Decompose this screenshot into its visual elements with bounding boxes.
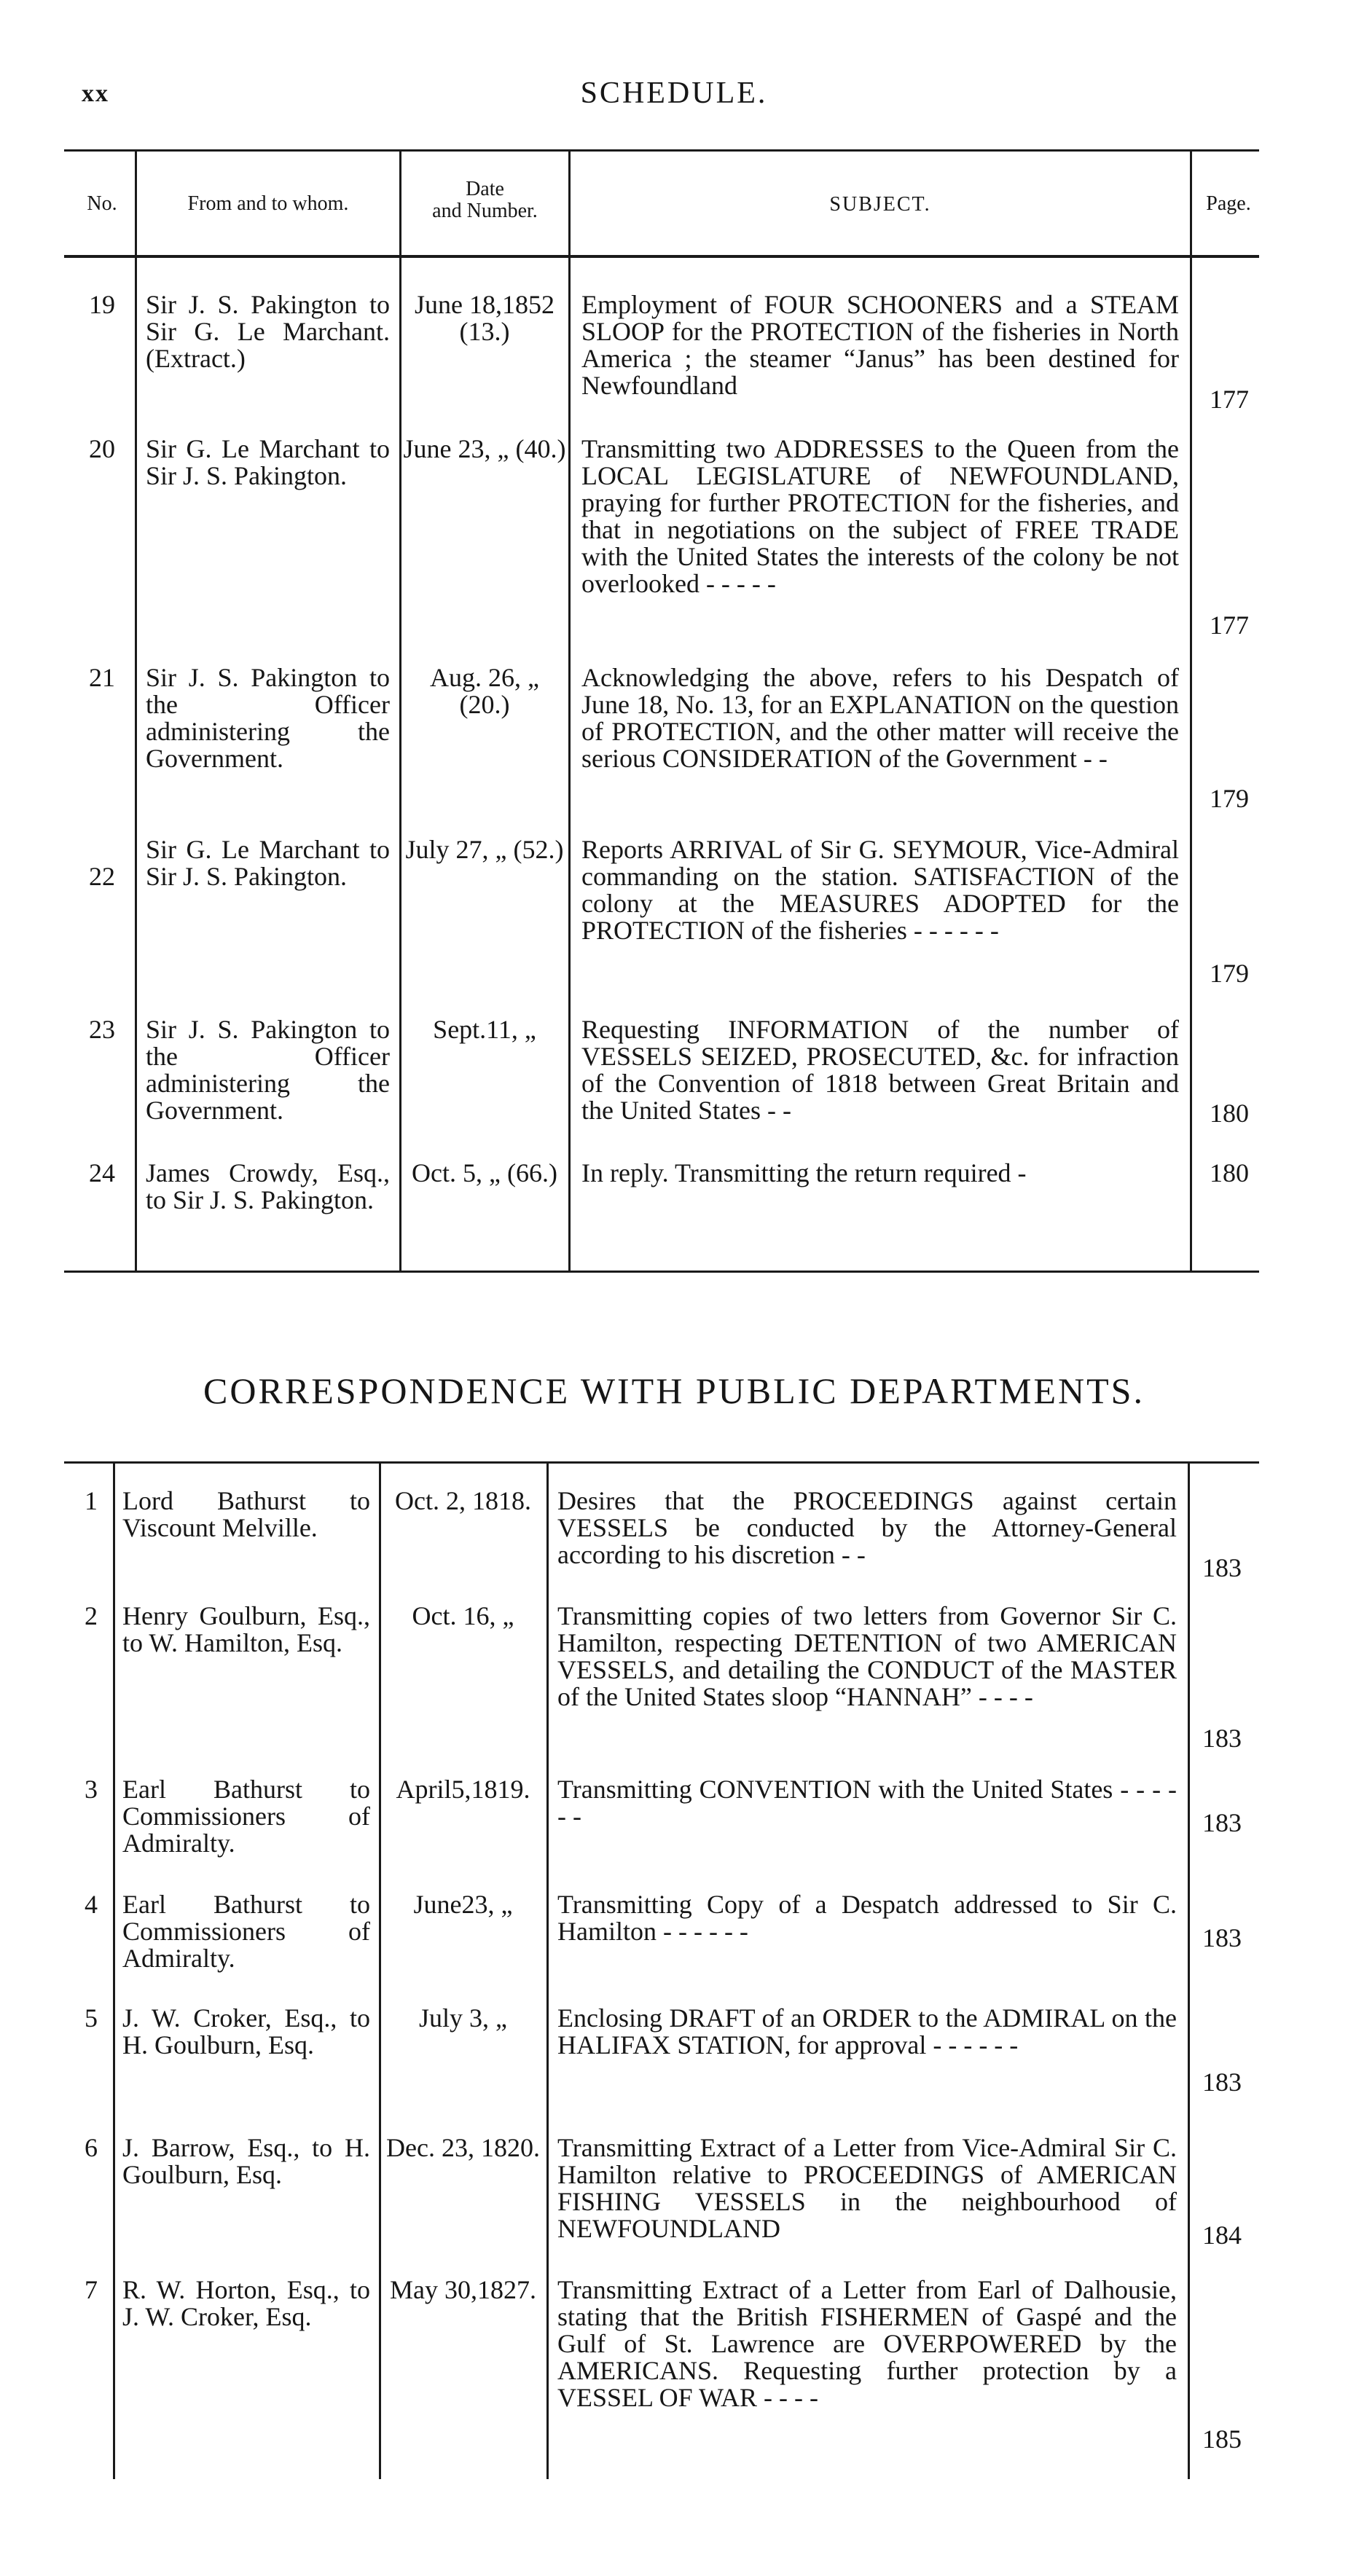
correspondent: Sir J. S. Pakington to the Officer administering the Government. — [146, 1015, 390, 1125]
date-number: Oct. 2, 1818. — [395, 1486, 531, 1515]
correspondent: Sir J. S. Pakington to the Officer administering the Government. — [146, 663, 390, 773]
date-number: June 18,1852 (13.) — [415, 290, 555, 346]
date-number: July 27, „ (52.) — [405, 835, 564, 864]
page-reference: 183 — [1202, 1808, 1242, 1837]
correspondent: J. W. Croker, Esq., to H. Goulburn, Esq. — [122, 2003, 370, 2059]
date-number: June23, „ — [413, 1890, 513, 1919]
table1-top-rule — [64, 149, 1259, 152]
page-reference: 177 — [1210, 610, 1249, 640]
date-number: Sept.11, „ — [433, 1015, 536, 1044]
table2-col-divider — [113, 1463, 115, 2479]
table1-col-divider — [399, 149, 401, 1271]
page-reference: 184 — [1202, 2220, 1242, 2250]
table1-bottom-rule — [64, 1271, 1259, 1273]
date-number: April5,1819. — [396, 1775, 530, 1804]
date-number: May 30,1827. — [390, 2275, 536, 2304]
correspondent: Earl Bathurst to Commissioners of Admiralty. — [122, 1775, 370, 1858]
correspondent: Sir G. Le Marchant to Sir J. S. Pakington. — [146, 434, 390, 490]
col-header-subject: SUBJECT. — [829, 193, 931, 216]
correspondent: Henry Goulburn, Esq., to W. Hamilton, Esq. — [122, 1601, 370, 1657]
running-title: SCHEDULE. — [580, 76, 768, 110]
date-number: Dec. 23, 1820. — [386, 2133, 540, 2162]
correspondent: James Crowdy, Esq., to Sir J. S. Pakington. — [146, 1158, 390, 1214]
row-number: 7 — [85, 2275, 98, 2304]
page-reference: 183 — [1202, 2068, 1242, 2097]
table1-col-divider — [1190, 149, 1192, 1271]
table2-top-rule — [64, 1461, 1259, 1464]
page-reference: 183 — [1202, 1923, 1242, 1952]
row-number: 2 — [85, 1601, 98, 1630]
row-number: 22 — [89, 862, 115, 891]
page-reference: 179 — [1210, 959, 1249, 988]
subject: Enclosing DRAFT of an ORDER to the ADMIRAL on the HALIFAX STATION, for approval - - - - - - — [557, 2003, 1177, 2059]
subject: Acknowledging the above, refers to his Despatch of June 18, No. 13, for an EXPLANATION on the question of PROTECTION, and the other matter will receive the serious CONSIDERATION of the Government - - — [581, 663, 1179, 773]
correspondent: Sir G. Le Marchant to Sir J. S. Pakington. — [146, 835, 390, 891]
table1-col-divider — [135, 149, 137, 1271]
date-number: Oct. 5, „ (66.) — [412, 1158, 557, 1187]
col-header-no: No. — [87, 192, 117, 215]
col-header-from: From and to whom. — [187, 192, 349, 215]
row-number: 23 — [89, 1015, 115, 1044]
page-reference: 185 — [1202, 2424, 1242, 2454]
row-number: 20 — [89, 434, 115, 463]
row-number: 5 — [85, 2003, 98, 2033]
date-number: June 23, „ (40.) — [403, 434, 566, 463]
row-number: 24 — [89, 1158, 115, 1187]
correspondent: Lord Bathurst to Viscount Melville. — [122, 1486, 370, 1542]
correspondent: J. Barrow, Esq., to H. Goulburn, Esq. — [122, 2133, 370, 2189]
col-header-page: Page. — [1206, 192, 1251, 215]
row-number: 1 — [85, 1486, 98, 1515]
page-reference: 177 — [1210, 385, 1249, 414]
col-header-date: Date and Number. — [432, 178, 538, 222]
subject: Reports ARRIVAL of Sir G. SEYMOUR, Vice-Admiral commanding on the station. SATISFACTION of the colony at the MEASURES ADOPTED for the PROTECTION of the fisheries - - - - - - — [581, 835, 1179, 945]
subject: Transmitting Extract of a Letter from Vice-Admiral Sir C. Hamilton relative to PROCEEDINGS of AMERICAN FISHING VESSELS in the neighbourhood of NEWFOUNDLAND — [557, 2133, 1177, 2243]
page-reference: 179 — [1210, 784, 1249, 813]
subject: Desires that the PROCEEDINGS against certain VESSELS be conducted by the Attorney-General according to his discretion - - — [557, 1486, 1177, 1569]
table1-col-divider — [568, 149, 571, 1271]
row-number: 4 — [85, 1890, 98, 1919]
correspondent: R. W. Horton, Esq., to J. W. Croker, Esq. — [122, 2275, 370, 2331]
page-reference: 183 — [1202, 1553, 1242, 1582]
page-reference: 183 — [1202, 1724, 1242, 1753]
subject: Transmitting Extract of a Letter from Earl of Dalhousie, stating that the British FISHERMEN of Gaspé and the Gulf of St. Lawrence are OVERPOWERED by the AMERICANS. Requesting further protection by a VESSEL OF WAR - - - - — [557, 2275, 1177, 2412]
correspondent: Sir J. S. Pakington to Sir G. Le Marchant. (Extract.) — [146, 290, 390, 373]
table2-col-divider — [1188, 1463, 1190, 2479]
row-number: 21 — [89, 663, 115, 692]
date-number: Oct. 16, „ — [412, 1601, 514, 1630]
row-number: 19 — [89, 290, 115, 319]
subject: Employment of FOUR SCHOONERS and a STEAM SLOOP for the PROTECTION of the fisheries in North America ; the steamer “Janus” has been destined for Newfoundland — [581, 290, 1179, 400]
subject: Transmitting CONVENTION with the United States - - - - - - — [557, 1775, 1177, 1831]
subject: Requesting INFORMATION of the number of VESSELS SEIZED, PROSECUTED, &c. for infraction of the Convention of 1818 between Great Britain and the United States - - — [581, 1015, 1179, 1125]
date-number: July 3, „ — [419, 2003, 507, 2033]
subject: Transmitting Copy of a Despatch addressed to Sir C. Hamilton - - - - - - — [557, 1890, 1177, 1946]
date-number: Aug. 26, „ (20.) — [430, 663, 539, 719]
row-number: 3 — [85, 1775, 98, 1804]
table1-header-rule — [64, 255, 1259, 258]
page-reference: 180 — [1210, 1158, 1249, 1187]
subject: In reply. Transmitting the return required - — [581, 1158, 1027, 1187]
correspondent: Earl Bathurst to Commissioners of Admiralty. — [122, 1890, 370, 1973]
page-number: xx — [82, 80, 109, 107]
subject: Transmitting copies of two letters from Governor Sir C. Hamilton, respecting DETENTION of two AMERICAN VESSELS, and detailing the CONDUCT of the MASTER of the United States sloop “HANNAH” - - - - — [557, 1601, 1177, 1711]
table2-col-divider — [546, 1463, 549, 2479]
row-number: 6 — [85, 2133, 98, 2162]
section-title: CORRESPONDENCE WITH PUBLIC DEPARTMENTS. — [203, 1370, 1145, 1411]
page-reference: 180 — [1210, 1099, 1249, 1128]
subject: Transmitting two ADDRESSES to the Queen from the LOCAL LEGISLATURE of NEWFOUNDLAND, praying for further PROTECTION for the fisheries, and that in negotiations on the subject of FREE TRADE with the United States the interests of the colony be not overlooked - - - - - — [581, 434, 1179, 598]
